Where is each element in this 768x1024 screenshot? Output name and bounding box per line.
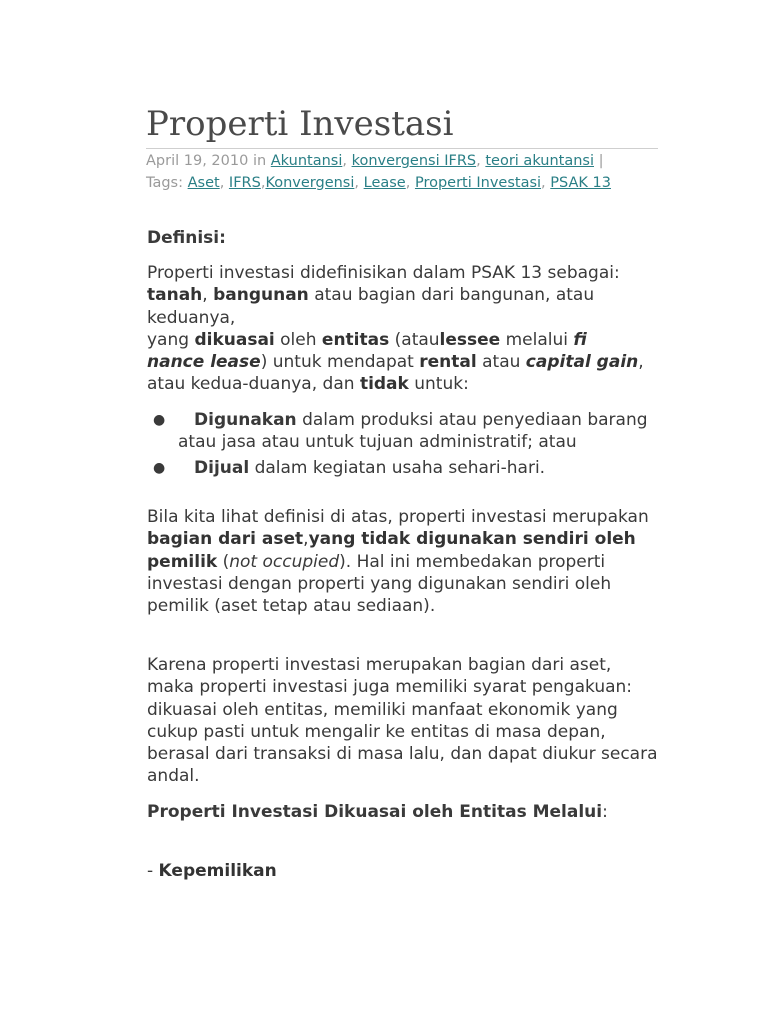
bullet-bold: Digunakan <box>194 410 297 430</box>
post-date: April 19, 2010 <box>146 153 249 169</box>
article-title: Properti Investasi <box>146 104 658 149</box>
section-heading-text: Properti Investasi Dikuasai oleh Entitas Melalui <box>147 802 603 822</box>
term-tidak: tidak <box>359 374 409 395</box>
category-link-teori-akuntansi[interactable]: teori akuntansi <box>485 153 594 169</box>
tag-link-konvergensi[interactable]: Konvergensi <box>265 174 355 191</box>
term-lessee: lessee <box>439 329 501 350</box>
term-rental: rental <box>419 352 477 373</box>
recognition-paragraph: Karena properti investasi merupakan bagian dari aset, maka properti investasi juga memiliki syarat pengakuan: dikuasai oleh entitas, memiliki manfaat ekonomik yang cukup pasti untuk mengalir ke entitas di masa depan, berasal dari transaksi di masa lalu, dan dapat diukur secara andal. <box>147 655 658 787</box>
p2-text-1: Bila kita lihat definisi di atas, properti investasi merupakan <box>147 507 649 527</box>
bullet-bold: Dijual <box>194 457 250 478</box>
term-bagian-dari-aset: bagian dari aset <box>147 529 304 550</box>
term-finance-lease-b: nance lease <box>147 352 261 373</box>
list-item <box>147 457 659 479</box>
meta-in: in <box>252 153 267 169</box>
bullet-icon: ● <box>153 412 166 428</box>
explanation-paragraph <box>147 506 659 617</box>
p1-text-11: untuk: <box>408 374 469 395</box>
definition-paragraph <box>147 262 659 396</box>
bullet-text: dalam kegiatan usaha sehari-hari. <box>249 457 546 478</box>
term-finance-lease-a: fi <box>573 329 587 350</box>
usage-list <box>147 409 659 482</box>
p1-text-9: atau <box>476 352 526 373</box>
p1-text-10: , atau kedua-duanya, dan <box>147 352 644 395</box>
p1-text-1: Properti investasi didefinisikan dalam PSAK 13 sebagai: <box>147 263 620 283</box>
term-dikuasai: dikuasai <box>194 329 275 350</box>
term-tidak-digunakan: yang tidak digunakan sendiri oleh pemilik <box>147 529 636 572</box>
tag-link-properti-investasi[interactable]: Properti Investasi <box>414 174 542 191</box>
kepemilikan-item <box>147 860 659 882</box>
bullet-icon: ● <box>153 459 166 476</box>
dash: - <box>147 861 159 881</box>
tags-label: Tags: <box>146 174 183 191</box>
definisi-heading: Definisi: <box>147 228 226 248</box>
meta-separator: | <box>598 153 604 169</box>
tag-link-lease[interactable]: Lease <box>363 174 406 191</box>
section-heading-dikuasai <box>147 801 659 823</box>
category-link-konvergensi-ifrs[interactable]: konvergensi IFRS <box>351 153 477 169</box>
tag-link-ifrs[interactable]: IFRS <box>228 174 261 191</box>
p1-text-3: atau bagian dari bangunan, atau keduanya, <box>147 285 595 328</box>
p1-text-2: , <box>202 285 214 306</box>
kepemilikan-label: Kepemilikan <box>158 861 277 881</box>
term-capital-gain: capital gain <box>525 352 639 373</box>
tag-link-aset[interactable]: Aset <box>187 174 220 191</box>
p2-text-4: ). Hal ini membedakan properti investasi dengan properti yang digunakan sendiri oleh pemilik (aset tetap atau sediaan). <box>147 551 612 617</box>
p1-text-7: melalui <box>500 329 574 350</box>
term-tanah: tanah <box>147 285 203 306</box>
p1-text-8: ) untuk mendapat <box>260 352 420 373</box>
p1-text-6: (atau <box>389 329 440 350</box>
p1-text-5: oleh <box>274 329 322 350</box>
article-meta: April 19, 2010 in Akuntansi, konvergensi IFRS, teori akuntansi | Tags: Aset, IFRS,Konvergensi, Lease, Properti Investasi, PSAK 13 <box>146 153 611 191</box>
section-heading-colon: : <box>602 802 608 822</box>
p2-text-2: , <box>303 529 309 550</box>
bullet-text: dalam produksi atau penyediaan barang atau jasa atau untuk tujuan administratif; atau <box>178 410 648 453</box>
p2-text-3: ( <box>217 551 230 572</box>
list-item <box>147 409 659 454</box>
category-link-akuntansi[interactable]: Akuntansi <box>270 153 343 169</box>
tag-link-psak-13[interactable]: PSAK 13 <box>550 174 611 191</box>
term-bangunan: bangunan <box>213 285 309 306</box>
term-entitas: entitas <box>321 329 390 350</box>
p1-text-4: yang <box>147 329 195 350</box>
term-not-occupied: not occupied <box>229 551 340 572</box>
